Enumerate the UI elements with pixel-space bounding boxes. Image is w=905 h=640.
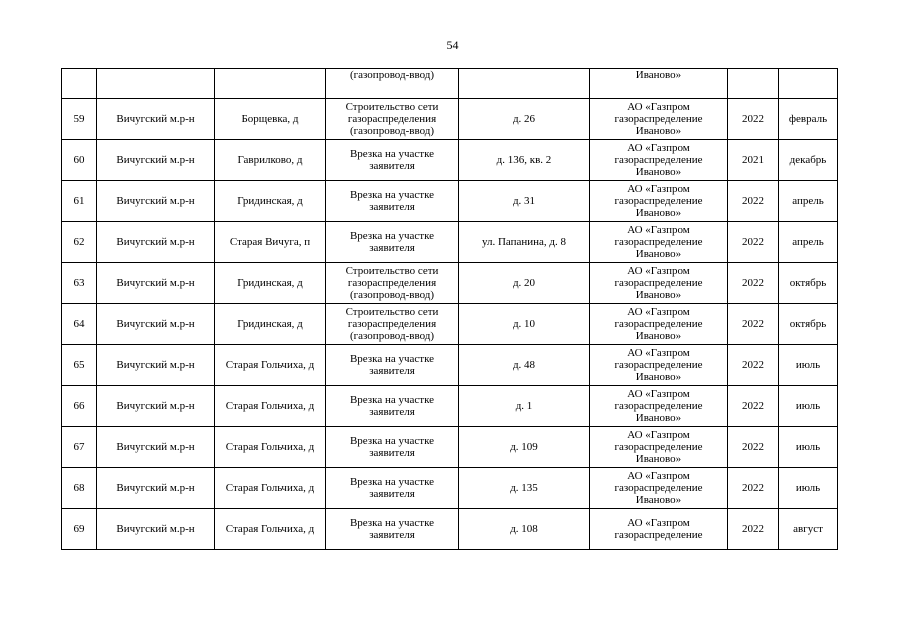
- address-text: д. 10: [512, 318, 536, 330]
- work-text: Врезка на участке заявителя: [349, 435, 435, 459]
- address-text: д. 109: [510, 441, 538, 453]
- cell-year: [728, 345, 779, 386]
- cell-year: [728, 427, 779, 468]
- year-text: 2022: [742, 523, 764, 535]
- cell-org: [590, 69, 728, 99]
- cell-year: [728, 509, 779, 550]
- cell-district: [97, 69, 215, 99]
- cell-locality: [215, 222, 326, 263]
- num-text: 68: [73, 482, 85, 494]
- cell-address: [459, 345, 590, 386]
- district-text: Вичугский м.р-н: [116, 277, 195, 289]
- month-text: июль: [795, 482, 821, 494]
- table-row: [62, 468, 838, 509]
- work-text: Врезка на участке заявителя: [349, 189, 435, 213]
- cell-org: [590, 181, 728, 222]
- locality-text: Гридинская, д: [237, 318, 303, 330]
- org-text: АО «Газпром газораспределение Иваново»: [614, 306, 703, 342]
- cell-district: [97, 427, 215, 468]
- num-text: 65: [73, 359, 85, 371]
- year-text: 2022: [742, 359, 764, 371]
- cell-num: [62, 99, 97, 140]
- table-row: [62, 140, 838, 181]
- cell-year: [728, 468, 779, 509]
- cell-org: [590, 304, 728, 345]
- year-text: 2022: [742, 441, 764, 453]
- cell-month: [779, 222, 838, 263]
- locality-text: Старая Гольчиха, д: [225, 482, 315, 494]
- locality-text: Гаврилково, д: [237, 154, 303, 166]
- locality-text: Старая Гольчиха, д: [225, 523, 315, 535]
- cell-address: [459, 509, 590, 550]
- org-text: АО «Газпром газораспределение Иваново»: [614, 470, 703, 506]
- cell-work: [326, 304, 459, 345]
- cell-num: [62, 427, 97, 468]
- cell-org: [590, 509, 728, 550]
- cell-locality: [215, 181, 326, 222]
- address-text: д. 48: [512, 359, 536, 371]
- cell-num: [62, 263, 97, 304]
- cell-month: [779, 427, 838, 468]
- locality-text: Старая Гольчиха, д: [225, 400, 315, 412]
- district-text: Вичугский м.р-н: [116, 236, 195, 248]
- work-text: Врезка на участке заявителя: [349, 394, 435, 418]
- cell-year: [728, 304, 779, 345]
- cell-locality: [215, 468, 326, 509]
- cell-locality: [215, 99, 326, 140]
- cell-address: [459, 386, 590, 427]
- org-text: АО «Газпром газораспределение Иваново»: [614, 183, 703, 219]
- locality-text: Борщевка, д: [241, 113, 299, 125]
- cell-org: [590, 345, 728, 386]
- district-text: Вичугский м.р-н: [116, 113, 195, 125]
- gasification-table: [61, 68, 838, 550]
- cell-org: [590, 222, 728, 263]
- cell-num: [62, 304, 97, 345]
- cell-address: [459, 263, 590, 304]
- cell-month: [779, 69, 838, 99]
- locality-text: Гридинская, д: [237, 277, 303, 289]
- cell-address: [459, 427, 590, 468]
- cell-org: [590, 99, 728, 140]
- address-text: д. 108: [510, 523, 538, 535]
- num-text: 66: [73, 400, 85, 412]
- year-text: 2022: [742, 318, 764, 330]
- cell-org: [590, 427, 728, 468]
- cell-num: [62, 222, 97, 263]
- cell-year: [728, 99, 779, 140]
- cell-work: [326, 222, 459, 263]
- cell-district: [97, 386, 215, 427]
- cell-work: [326, 386, 459, 427]
- table-row: [62, 509, 838, 550]
- table-row: [62, 99, 838, 140]
- table-body: [62, 69, 838, 550]
- cell-year: [728, 69, 779, 99]
- cell-locality: [215, 304, 326, 345]
- cell-district: [97, 304, 215, 345]
- district-text: Вичугский м.р-н: [116, 359, 195, 371]
- district-text: Вичугский м.р-н: [116, 400, 195, 412]
- cell-month: [779, 140, 838, 181]
- cell-work: [326, 263, 459, 304]
- cell-address: [459, 181, 590, 222]
- year-text: 2022: [742, 236, 764, 248]
- cell-org: [590, 140, 728, 181]
- num-text: 63: [73, 277, 85, 289]
- locality-text: Старая Гольчиха, д: [225, 359, 315, 371]
- locality-text: Старая Вичуга, п: [229, 236, 311, 248]
- year-text: 2022: [742, 400, 764, 412]
- locality-text: Гридинская, д: [237, 195, 303, 207]
- org-text: АО «Газпром газораспределение Иваново»: [614, 101, 703, 137]
- district-text: Вичугский м.р-н: [116, 441, 195, 453]
- num-text: 62: [73, 236, 85, 248]
- year-text: 2022: [742, 113, 764, 125]
- district-text: Вичугский м.р-н: [116, 482, 195, 494]
- cell-month: [779, 263, 838, 304]
- num-text: 60: [73, 154, 85, 166]
- address-text: д. 26: [512, 113, 536, 125]
- month-text: июль: [795, 400, 821, 412]
- org-text: АО «Газпром газораспределение Иваново»: [614, 224, 703, 260]
- month-text: июль: [795, 359, 821, 371]
- work-text: Строительство сети газораспределения (газопровод-ввод): [345, 101, 439, 137]
- table-row: [62, 427, 838, 468]
- cell-locality: [215, 69, 326, 99]
- month-text: апрель: [792, 195, 824, 207]
- table-row: [62, 304, 838, 345]
- num-text: 59: [73, 113, 85, 125]
- continuation-row: [62, 69, 838, 99]
- address-text: д. 136, кв. 2: [496, 154, 552, 166]
- cell-district: [97, 509, 215, 550]
- cell-month: [779, 181, 838, 222]
- num-text: 64: [73, 318, 85, 330]
- district-text: Вичугский м.р-н: [116, 154, 195, 166]
- cell-work: [326, 427, 459, 468]
- cell-district: [97, 222, 215, 263]
- cell-work: [326, 99, 459, 140]
- cell-work: [326, 140, 459, 181]
- cell-year: [728, 140, 779, 181]
- month-text: октябрь: [789, 277, 827, 289]
- cell-org: [590, 386, 728, 427]
- org-text: АО «Газпром газораспределение Иваново»: [614, 388, 703, 424]
- year-text: 2021: [742, 154, 764, 166]
- cell-work: [326, 345, 459, 386]
- cell-address: [459, 140, 590, 181]
- month-text: февраль: [788, 113, 828, 125]
- org-text: АО «Газпром газораспределение Иваново»: [614, 142, 703, 178]
- cell-district: [97, 140, 215, 181]
- num-text: 67: [73, 441, 85, 453]
- cell-num: [62, 468, 97, 509]
- year-text: 2022: [742, 277, 764, 289]
- cell-year: [728, 181, 779, 222]
- work-text: Врезка на участке заявителя: [349, 148, 435, 172]
- work-text: Врезка на участке заявителя: [349, 353, 435, 377]
- cell-work: [326, 69, 459, 99]
- address-text: ул. Папанина, д. 8: [481, 236, 567, 248]
- cell-month: [779, 304, 838, 345]
- num-text: 61: [73, 195, 85, 207]
- org-text: АО «Газпром газораспределение Иваново»: [614, 429, 703, 465]
- cell-num: [62, 140, 97, 181]
- cell-address: [459, 69, 590, 99]
- address-text: д. 20: [512, 277, 536, 289]
- work-text: Строительство сети газораспределения (газопровод-ввод): [345, 306, 439, 342]
- cell-district: [97, 99, 215, 140]
- cell-month: [779, 468, 838, 509]
- table-row: [62, 263, 838, 304]
- district-text: Вичугский м.р-н: [116, 318, 195, 330]
- month-text: июль: [795, 441, 821, 453]
- cell-locality: [215, 509, 326, 550]
- cell-district: [97, 263, 215, 304]
- cell-year: [728, 263, 779, 304]
- cell-month: [779, 386, 838, 427]
- cell-year: [728, 386, 779, 427]
- table-row: [62, 386, 838, 427]
- cell-org: [590, 263, 728, 304]
- work-text: (газопровод-ввод): [349, 69, 435, 81]
- table-row: [62, 345, 838, 386]
- month-text: апрель: [792, 236, 824, 248]
- cell-month: [779, 345, 838, 386]
- locality-text: Старая Гольчиха, д: [225, 441, 315, 453]
- cell-locality: [215, 345, 326, 386]
- org-text: АО «Газпром газораспределение: [614, 517, 703, 541]
- num-text: 69: [73, 523, 85, 535]
- table-row: [62, 181, 838, 222]
- district-text: Вичугский м.р-н: [116, 195, 195, 207]
- address-text: д. 31: [512, 195, 536, 207]
- work-text: Врезка на участке заявителя: [349, 517, 435, 541]
- address-text: д. 1: [515, 400, 533, 412]
- cell-district: [97, 468, 215, 509]
- cell-locality: [215, 140, 326, 181]
- cell-locality: [215, 427, 326, 468]
- cell-district: [97, 181, 215, 222]
- month-text: декабрь: [789, 154, 827, 166]
- year-text: 2022: [742, 482, 764, 494]
- cell-locality: [215, 386, 326, 427]
- cell-num: [62, 509, 97, 550]
- cell-district: [97, 345, 215, 386]
- org-text: Иваново»: [635, 69, 682, 81]
- month-text: август: [793, 523, 823, 535]
- cell-num: [62, 181, 97, 222]
- cell-org: [590, 468, 728, 509]
- district-text: Вичугский м.р-н: [116, 523, 195, 535]
- cell-locality: [215, 263, 326, 304]
- page-number: 54: [446, 38, 459, 52]
- cell-month: [779, 99, 838, 140]
- cell-address: [459, 304, 590, 345]
- cell-year: [728, 222, 779, 263]
- org-text: АО «Газпром газораспределение Иваново»: [614, 347, 703, 383]
- cell-address: [459, 468, 590, 509]
- work-text: Врезка на участке заявителя: [349, 476, 435, 500]
- cell-num: [62, 386, 97, 427]
- cell-work: [326, 509, 459, 550]
- cell-num: [62, 345, 97, 386]
- cell-month: [779, 509, 838, 550]
- address-text: д. 135: [510, 482, 538, 494]
- cell-work: [326, 181, 459, 222]
- cell-address: [459, 222, 590, 263]
- work-text: Врезка на участке заявителя: [349, 230, 435, 254]
- table-row: [62, 222, 838, 263]
- year-text: 2022: [742, 195, 764, 207]
- cell-num: [62, 69, 97, 99]
- cell-work: [326, 468, 459, 509]
- work-text: Строительство сети газораспределения (газопровод-ввод): [345, 265, 439, 301]
- org-text: АО «Газпром газораспределение Иваново»: [614, 265, 703, 301]
- cell-address: [459, 99, 590, 140]
- month-text: октябрь: [789, 318, 827, 330]
